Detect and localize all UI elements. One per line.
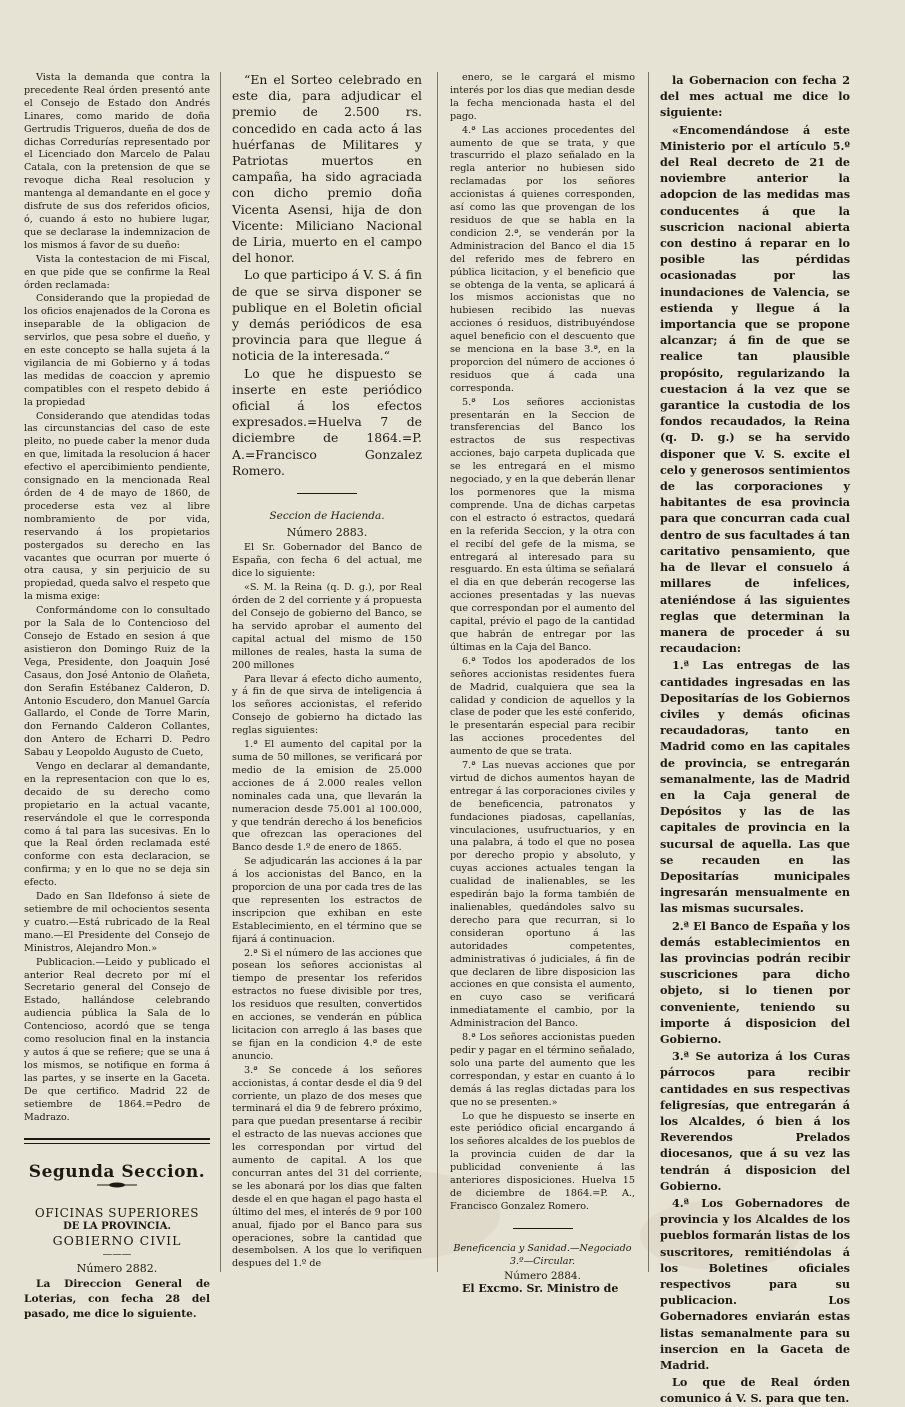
paragraph: 1.ª Las entregas de las cantidades ingresadas en las Depositarías de los Gobiernos civiles y demás oficinas recaudadoras, tanto en Madrid como en las capitales de provincia, se entregarán semanalmente, las de Madrid en la Caja general de Depósitos y las de las capitales de provincia en la sucursal de aquella. Las que se recauden en las Depositarías municipales ingresarán mensualmente en las mismas sucursales. [660, 658, 850, 916]
paragraph: Lo que he dispuesto se inserte en este periódico oficial á los efectos expresados.=Huelva 7 de diciembre de 1864.=P. A.=Francisco Gonzalez Romero. [232, 365, 422, 478]
paragraph: 4.ª Los Gobernadores de provincia y los Alcaldes de los pueblos formarán listas de los suscritores, remitiéndolas á los Boletines oficiales respectivos para su publicacion. Los Gobernadores enviarán estas listas semanalmente para su insercion en la Gaceta de Madrid. [660, 1196, 850, 1373]
paragraph: 4.ª Las acciones procedentes del aumento de que se trata, y que trascurrido el plazo señalado en la regla anterior no hubiesen sido reclamadas por los señores accionistas á quienes corresponden, así como las que provengan de los residuos de que se habla en la condicion 2.ª, se venderán por la Administracion del Banco el dia 15 del referido mes de febrero en pública licitacion, y el beneficio que se obtenga de la venta, se aplicará á los mismos accionistas que no hubiesen recibido las nuevas acciones ó residuos, distribuyéndose aquel beneficio con el descuento que se menciona en la base 3.ª, en la proporcion del número de acciones ó residuos que á cada una corresponda. [450, 124, 635, 394]
notice-number: Número 2884. [504, 1269, 581, 1282]
paragraph: Considerando que atendidas todas las circunstancias del caso de este pleito, no puede caber la menor duda en que, limitada la resolucion á hacer efectivo el apercibimiento pendiente, consignado en la mencionada Real órden de 4 de mayo de 1860, de procederse esta vez al libre nombramiento de por vida, reservando á los propietarios postergados su derecho en las vacantes que ocurran por muerte ó otra causa, y sin perjuicio de su propiedad, queda salvo el respeto que la misma exige: [24, 410, 210, 603]
dash-divider: ——— [102, 1248, 132, 1260]
notice-number: Número 2882. [76, 1261, 158, 1275]
paragraph: 6.ª Todos los apoderados de los señores accionistas residentes fuera de Madrid, cualquiera que sea la calidad y condicion de aquellos y la clase de poder que les esté conferido, le presentarán especial para recibir las acciones procedentes del aumento de que se trata. [450, 655, 635, 758]
section-heading: Beneficencia y Sanidad.—Negociado 3.º—Circular. [453, 1242, 632, 1267]
paragraph: Lo que participo á V. S. á fin de que se sirva disponer se publique en el Boletin oficial y demás periódicos de esa provincia para que llegue á noticia de la interesada.“ [232, 267, 422, 364]
paragraph: Para llevar á efecto dicho aumento, y á fin de que sirva de inteligencia á los señores accionistas, el referido Consejo de gobierno ha dictado las reglas siguientes: [232, 673, 422, 737]
office-subheading: DE LA PROVINCIA. [63, 1221, 171, 1233]
paragraph: Vista la demanda que contra la precedente Real órden presentó ante el Consejo de Estado don Andrés Linares, como marido de doña Gertrudis Trigueros, dueña de dos de dichas Corredurías representado por el Licenciado don Marcelo de Palau Catala, con la pretension de que se revoque dicha Real resolucion y mantenga al demandante en el goce y disfrute de sus dos referidos oficios, ó, cuando á esto no hubiere lugar, que se declarase la indemnizacion de los mismos á favor de su dueño: [24, 72, 210, 251]
paragraph: Vista la contestacion de mi Fiscal, en que pide que se confirme la Real órden reclamada: [24, 253, 210, 291]
paragraph: “En el Sorteo celebrado en este dia, para adjudicar el premio de 2.500 rs. concedido en cada acto á las huérfanas de Militares y Patriotas muertos en campaña, ha sido agraciada con dicho premio doña Vicenta Asensi, hija de don Vicente: Miliciano Nacional de Liria, muerto en el campo del honor. [232, 72, 422, 266]
section-heading: Seccion de Hacienda. [269, 510, 385, 523]
paragraph: Dado en San Ildefonso á siete de setiembre de mil ochocientos sesenta y cuatro.—Está rubricado de la Real mano.—El Presidente del Consejo de Ministros, Alejandro Mon.» [24, 891, 210, 954]
divider [297, 493, 357, 494]
paragraph: Lo que de Real órden comunico á V. S. para que ten. [660, 1375, 850, 1406]
paragraph: Vengo en declarar al demandante, en la representacion con que lo es, decaido de su derecho como propietario en la actual vacante, reservándole el que le corresponda como á tal para las sucesivas. En lo que la Real órden reclamada esté conforme con esta declaracion, se confirma; y en lo que no se deja sin efecto. [24, 761, 210, 889]
column-2 [232, 72, 422, 1272]
column-4 [660, 72, 850, 1406]
paragraph: 3.ª Se autoriza á los Curas párrocos para recibir cantidades en sus respectivas feligresías, que entregarán á los Alcaldes, ó bien á los Reverendos Prelados diocesanos, que á su vez las tendrán á disposicion del Gobierno. [660, 1049, 850, 1193]
paragraph: La Direccion General de Loterias, con fecha 28 del pasado, me dice lo siguiente. [24, 1277, 210, 1320]
paragraph: 2.ª Si el número de las acciones que posean los señores accionistas al tiempo de presentar los referidos estractos no fuese divisible por tres, los residuos que resulten, convertidos en acciones, se venderán en pública licitacion con arreglo á las bases que se fijan en la condicion 4.ª de este anuncio. [232, 947, 422, 1062]
notice-body [232, 542, 422, 1271]
column-divider [437, 72, 438, 1272]
paragraph: 1.ª El aumento del capital por la suma de 50 millones, se verificará por medio de la emision de 25.000 acciones de á 2.000 reales vellon nominales cada una, que llevarán la numeracion desde 75.001 al 100.000, y que tendrán derecho á los beneficios que ofrezcan las operaciones del Banco desde 1.º de enero de 1865. [232, 739, 422, 854]
office-heading: OFICINAS SUPERIORES [34, 1206, 200, 1221]
column-1 [24, 72, 210, 1320]
paragraph: El Excmo. Sr. Ministro de [462, 1282, 619, 1296]
paragraph: Lo que he dispuesto se inserte en este periódico oficial encargando á los señores alcaldes de los pueblos de la provincia cuiden de dar la publicidad conveniente á las anteriores disposiciones. Huelva 15 de diciembre de 1864.=P. A., Francisco Gonzalez Romero. [450, 1110, 635, 1212]
column-divider [220, 72, 221, 1272]
column-divider [648, 72, 649, 1272]
ornament-icon [97, 1182, 137, 1188]
section-title: Segunda Seccion. [28, 1162, 206, 1183]
paragraph: 7.ª Las nuevas acciones que por virtud de dichos aumentos hayan de entregar á las corporaciones civiles y de beneficencia, patronatos y fundaciones piadosas, capellanías, vinculaciones, usufructuarios, y en una palabra, á todo el que no posea por derecho propio y absoluto, y cuyas acciones actuales tengan la cualidad de inalienables, se les espedirán bajo la forma también de inalienables, quedándoles salvo su derecho para que recurran, si lo consideran oportuno á las autoridades competentes, administrativas ó judiciales, á fin de que declaren de libre disposicion las acciones en que consista el aumento, en cuyo caso se verificará inmediatamente el cambio, por la Administracion del Banco. [450, 760, 635, 1030]
paragraph: 8.ª Los señores accionistas pueden pedir y pagar en el término señalado, solo una parte del aumento que les correspondan, y estar en cuanto á lo demás á las reglas dictadas para los que no se presenten.» [450, 1032, 635, 1108]
paragraph: la Gobernacion con fecha 2 del mes actual me dice lo siguiente: [660, 73, 850, 120]
paragraph: 5.ª Los señores accionistas presentarán en la Seccion de transferencias del Banco los estractos de sus respectivas acciones, bajo carpeta duplicada que se les entregará en el mismo negociado, y en la que deberán llenar los pormenores que la misma comprende. Una de dichas carpetas con el estracto ó estractos, quedará en la referida Seccion, y la otra con el recibí del gefe de la misma, se entregará al interesado para su resguardo. En esta última se señalará el dia en que deberán recogerse las acciones presentadas y las nuevas que correspondan por el aumento del capital, prévio el pago de la cantidad que habrán de entregar por las últimas en la Caja del Banco. [450, 396, 635, 653]
paragraph: Se adjudicarán las acciones á la par á los accionistas del Banco, en la proporcion de una por cada tres de las que representen los estractos de inscripcion que exhiban en este Establecimiento, en el término que se fijará á continuacion. [232, 856, 422, 945]
paragraph: Considerando que la propiedad de los oficios enajenados de la Corona es inseparable de la obligacion de servirlos, que pesa sobre el dueño, y en este concepto se halla sujeta á la vigilancia de mi Gobierno y á todas las medidas de coaccion y apremio compatibles con el respeto debido á la propiedad [24, 293, 210, 408]
section-rule [24, 1138, 210, 1144]
divider [513, 1228, 573, 1229]
ornament-divider [24, 1180, 210, 1193]
paragraph: Publicacion.—Leido y publicado el anterior Real decreto por mí el Secretario general del Consejo de Estado, hallándose celebrando audiencia pública la Sala de lo Contencioso, acordó que se tenga como resolucion final en la instancia y autos á que se refiere; que se una á los mismos, se notifique en forma á las partes, y se inserte en la Gaceta. De que certifico. Madrid 22 de setiembre de 1864.=Pedro de Madrazo. [24, 956, 210, 1123]
paragraph: El Sr. Gobernador del Banco de España, con fecha 6 del actual, me dice lo siguiente: [232, 542, 422, 580]
government-heading: GOBIERNO CIVIL [52, 1233, 182, 1249]
paragraph: «Encomendándose á este Ministerio por el artículo 5.º del Real decreto de 21 de noviembre anterior la adopcion de las medidas mas conducentes á que la suscricion nacional abierta con destino á reparar en lo posible las pérdidas ocasionadas por las inundaciones de Valencia, se estienda y llegue á la importancia que se propone alcanzar; á fin de que se realice tan plausible propósito, regularizando la cuestacion á la vez que se garantice la custodia de los fondos recaudados, la Reina (q. D. g.) se ha servido disponer que V. S. excite el celo y generosos sentimientos de las corporaciones y habitantes de esa provincia para que concurran cada cual dentro de sus facultades á tan caritativo pensamiento, que ha de llevar el consuelo á millares de infelices, ateniéndose á las siguientes reglas que determinan la manera de proceder á su recaudacion: [660, 122, 850, 656]
notice-number: Número 2883. [286, 526, 368, 540]
paragraph: enero, se le cargará el mismo interés por los dias que median desde la fecha mencionada hasta el del pago. [450, 72, 635, 122]
paragraph: «S. M. la Reina (q. D. g.), por Real órden de 2 del corriente y á propuesta del Consejo de gobierno del Banco, se ha servido aprobar el aumento del capital actual del mismo de 150 millones de reales, hasta la suma de 200 millones [232, 582, 422, 671]
paragraph: Conformándome con lo consultado por la Sala de lo Contencioso del Consejo de Estado en sesion á que asistieron don Domingo Ruiz de la Vega, Presidente, don Joaquin José Casaus, don José Antonio de Olañeta, don Serafin Estébanez Calderon, D. Antonio Escudero, don Manuel García Gallardo, el Conde de Torre Marin, don Fernando Calderon Collantes, don Antero de Echarri D. Pedro Sabau y Leopoldo Augusto de Cueto, [24, 605, 210, 759]
column-3 [450, 72, 635, 1296]
paragraph: 3.ª Se concede á los señores accionistas, á contar desde el dia 9 del corriente, un plazo de dos meses que terminará el dia 9 de febrero próximo, para que puedan presentarse á recibir el estracto de las nuevas acciones que les correspondan por virtud del aumento de capital. A los que concurran antes del 31 del corriente, se les abonará por los dias que falten desde el en que hagan el pago hasta el último del mes, el interés de 9 por 100 anual, fijado por el Banco para sus operaciones, sobre la cantidad que desembolsen. A los que lo verifiquen despues del 1.º de [232, 1064, 422, 1270]
paragraph: 2.ª El Banco de España y los demás establecimientos en las provincias podrán recibir suscriciones para dicho objeto, si lo tienen por conveniente, teniendo su importe á disposicion del Gobierno. [660, 918, 850, 1046]
